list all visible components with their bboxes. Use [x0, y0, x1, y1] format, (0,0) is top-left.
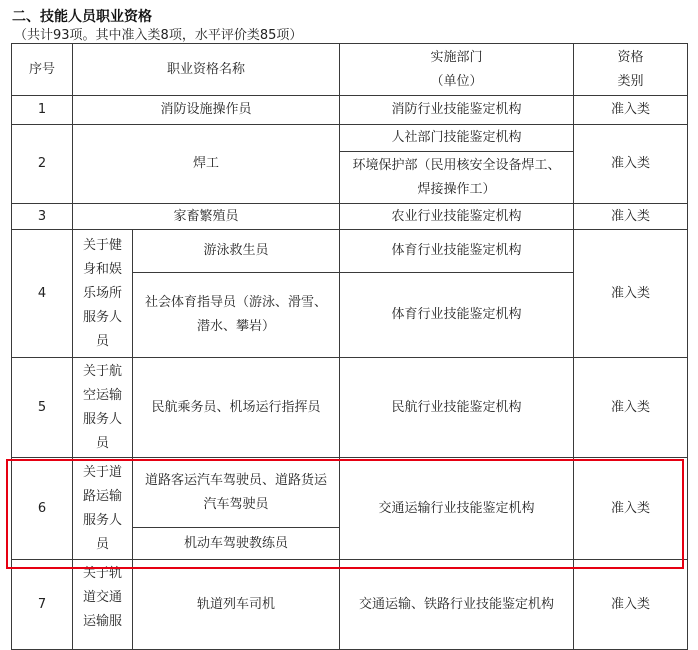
row-dept: 消防行业技能鉴定机构: [340, 96, 574, 125]
row-dept: 人社部门技能鉴定机构: [340, 125, 574, 152]
row-name: 民航乘务员、机场运行指挥员: [133, 358, 340, 458]
table-row: [12, 560, 688, 650]
row-name: 焊工: [73, 125, 340, 204]
row-type: 准入类: [574, 358, 688, 458]
row-dept: 环境保护部（民用核安全设备焊工、焊接操作工）: [340, 152, 574, 204]
row-type: 准入类: [574, 204, 688, 230]
table-row: [12, 358, 688, 458]
header-type-line2: 类别: [617, 73, 644, 89]
row-name: 道路客运汽车驾驶员、道路货运汽车驾驶员: [133, 458, 340, 528]
row-dept: 体育行业技能鉴定机构: [340, 230, 574, 273]
table-row: [12, 96, 688, 125]
table-row: [12, 204, 688, 230]
row-type: 准入类: [574, 230, 688, 358]
row-dept: 民航行业技能鉴定机构: [340, 358, 574, 458]
row-name: 家畜繁殖员: [73, 204, 340, 230]
header-dept-line1: 实施部门: [430, 49, 483, 65]
row-group: 关于轨道交通运输服: [73, 560, 133, 650]
row-seq: 2: [12, 125, 73, 204]
row-group: 关于道路运输服务人员: [73, 458, 133, 560]
row-name: 社会体育指导员（游泳、滑雪、潜水、攀岩）: [133, 273, 340, 358]
row-type: 准入类: [574, 458, 688, 560]
row-name: 游泳救生员: [133, 230, 340, 273]
row-seq: 6: [12, 458, 73, 560]
row-seq: 4: [12, 230, 73, 358]
row-type: 准入类: [574, 560, 688, 650]
header-name: 职业资格名称: [73, 44, 340, 96]
row-dept: 体育行业技能鉴定机构: [340, 273, 574, 358]
table-row: [12, 125, 688, 152]
row-seq: 1: [12, 96, 73, 125]
row-name: 轨道列车司机: [133, 560, 340, 650]
qualification-table: [11, 43, 688, 650]
table-row: [12, 230, 688, 273]
row-type: 准入类: [574, 96, 688, 125]
header-type-line1: 资格: [617, 49, 644, 65]
row-dept: 交通运输、铁路行业技能鉴定机构: [340, 560, 574, 650]
section-title: 二、技能人员职业资格: [12, 9, 152, 25]
row-seq: 3: [12, 204, 73, 230]
table-header-row: [12, 44, 688, 96]
row-type: 准入类: [574, 125, 688, 204]
row-dept: 交通运输行业技能鉴定机构: [340, 458, 574, 560]
table-row-highlighted: [12, 458, 688, 528]
row-seq: 7: [12, 560, 73, 650]
row-dept: 农业行业技能鉴定机构: [340, 204, 574, 230]
header-type: [574, 44, 688, 96]
row-name: 机动车驾驶教练员: [133, 528, 340, 560]
header-dept: [340, 44, 574, 96]
row-group: 关于航空运输服务人员: [73, 358, 133, 458]
header-dept-line2: （单位）: [430, 73, 483, 89]
header-seq: 序号: [12, 44, 73, 96]
row-name: 消防设施操作员: [73, 96, 340, 125]
row-seq: 5: [12, 358, 73, 458]
section-subtitle: （共计93项。其中准入类8项，水平评价类85项）: [14, 28, 303, 43]
row-group: 关于健身和娱乐场所服务人员: [73, 230, 133, 358]
